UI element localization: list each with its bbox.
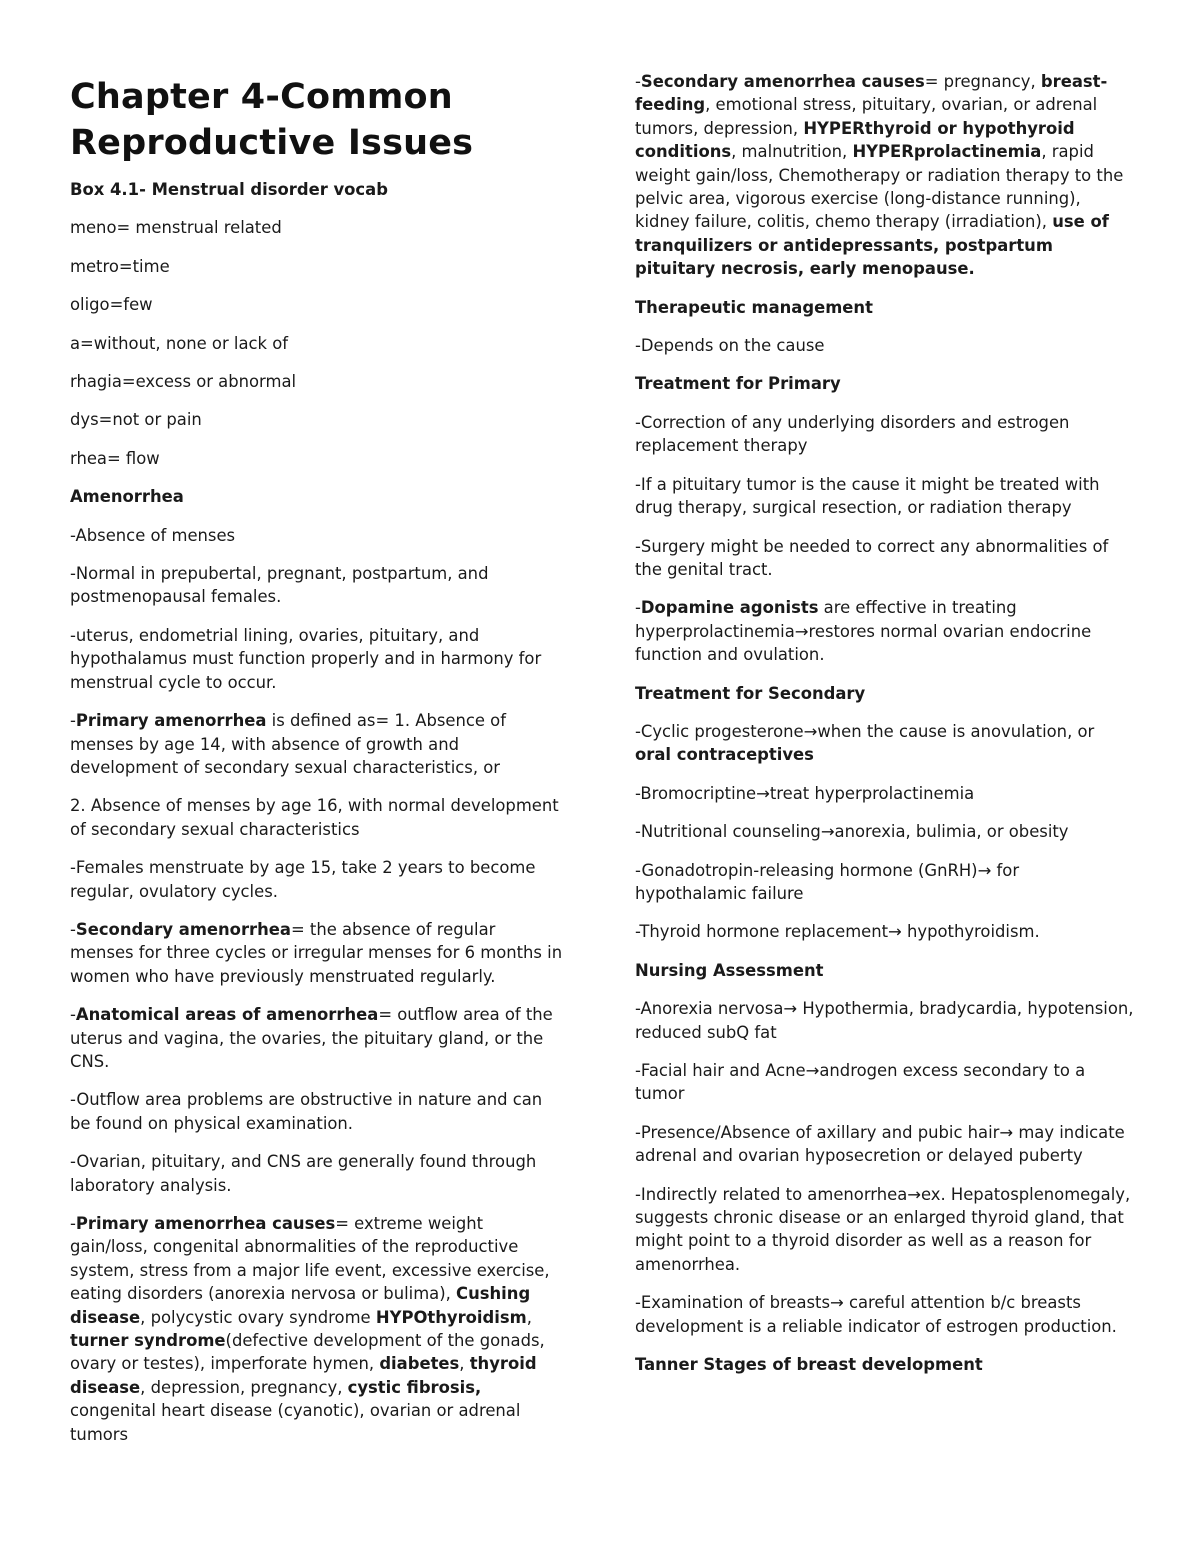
text-run: -Nutritional counseling→anorexia, bulimia, or obesity bbox=[635, 822, 1069, 842]
paragraph bbox=[70, 856, 564, 903]
paragraph bbox=[635, 1059, 1135, 1106]
paragraph bbox=[70, 447, 564, 470]
text-run: , malnutrition, bbox=[731, 142, 853, 162]
paragraph bbox=[635, 859, 1135, 906]
text-run: , bbox=[526, 1307, 532, 1327]
bold-text: HYPOthyroidism bbox=[375, 1307, 527, 1327]
paragraph bbox=[70, 562, 564, 609]
paragraph bbox=[635, 920, 1135, 943]
text-run: -Surgery might be needed to correct any abnormalities of the genital tract. bbox=[635, 536, 1109, 579]
text-run: -Cyclic progesterone→when the cause is anovulation, or bbox=[635, 721, 1095, 741]
paragraph bbox=[70, 255, 564, 278]
text-run: -Depends on the cause bbox=[635, 336, 825, 356]
text-run: -If a pituitary tumor is the cause it might be treated with drug therapy, surgical resection, or radiation therapy bbox=[635, 474, 1100, 518]
bold-text: Anatomical areas of amenorrhea bbox=[75, 1005, 379, 1025]
bold-text: use of tranquilizers or antidepressants, postpartum pituitary necrosis, early menopause. bbox=[635, 212, 1109, 279]
text-run: 2. Absence of menses by age 16, with normal development of secondary sexual characteristics bbox=[70, 796, 559, 839]
bold-text: oral contraceptives bbox=[635, 745, 814, 765]
bold-text: breast-feeding bbox=[635, 72, 1108, 115]
text-run: metro=time bbox=[70, 256, 170, 276]
left-column bbox=[70, 70, 564, 1461]
text-run: -Thyroid hormone replacement→ hypothyroidism. bbox=[635, 922, 1040, 942]
text-run: -Examination of breasts→ careful attention b/c breasts development is a reliable indicator of estrogen production. bbox=[635, 1293, 1117, 1336]
section-heading: Treatment for Secondary bbox=[635, 683, 866, 703]
paragraph bbox=[635, 473, 1135, 520]
bold-text: cystic fibrosis, bbox=[347, 1377, 482, 1397]
text-run: -Gonadotropin-releasing hormone (GnRH)→ for hypothalamic failure bbox=[635, 860, 1020, 903]
paragraph bbox=[70, 293, 564, 316]
section-heading: Box 4.1- Menstrual disorder vocab bbox=[70, 180, 388, 199]
paragraph bbox=[635, 782, 1135, 805]
text-run: are effective in treating hyperprolactinemia→restores normal ovarian endocrine function and ovulation. bbox=[635, 598, 1092, 665]
paragraph bbox=[635, 1291, 1135, 1338]
paragraph bbox=[635, 997, 1135, 1044]
text-run: (defective development of the gonads, ovary or testes), imperforate hymen, bbox=[70, 1331, 545, 1374]
bold-text: HYPERthyroid or hypothyroid conditions bbox=[635, 118, 1075, 162]
paragraph bbox=[70, 332, 564, 355]
bold-text: Cushing disease bbox=[70, 1284, 531, 1327]
paragraph bbox=[70, 918, 564, 988]
text-run: , rapid weight gain/loss, Chemotherapy or radiation therapy to the pelvic area, vigorous exercise (long-distance running), kidney failure, colitis, chemo therapy (irradiation), bbox=[635, 142, 1124, 232]
text-run: meno= menstrual related bbox=[70, 218, 282, 238]
right-column-content bbox=[635, 70, 1135, 1376]
text-run: -Bromocriptine→treat hyperprolactinemia bbox=[635, 783, 975, 803]
text-run: - bbox=[70, 919, 76, 939]
text-run: a=without, none or lack of bbox=[70, 333, 289, 353]
bold-text: Secondary amenorrhea causes bbox=[640, 72, 925, 91]
text-run: rhea= flow bbox=[70, 448, 160, 468]
section-heading: Therapeutic management bbox=[635, 297, 873, 317]
text-run: -Outflow area problems are obstructive in nature and can be found on physical examination. bbox=[70, 1090, 543, 1133]
left-column-content bbox=[70, 178, 564, 1446]
paragraph bbox=[635, 411, 1135, 458]
bold-text: HYPERprolactinemia bbox=[852, 142, 1042, 162]
text-run: - bbox=[70, 1214, 76, 1233]
bold-text: Dopamine agonists bbox=[640, 598, 819, 618]
paragraph bbox=[635, 70, 1135, 281]
section-heading: Nursing Assessment bbox=[635, 960, 824, 980]
text-run: is defined as= 1. Absence of menses by age 14, with absence of growth and development of secondary sexual characteristics, or bbox=[70, 711, 506, 777]
paragraph bbox=[70, 1088, 564, 1135]
bold-text: diabetes bbox=[379, 1354, 460, 1374]
paragraph bbox=[70, 1212, 564, 1446]
section-heading: Tanner Stages of breast development bbox=[635, 1355, 983, 1375]
paragraph bbox=[70, 1150, 564, 1197]
text-run: rhagia=excess or abnormal bbox=[70, 372, 297, 392]
text-run: - bbox=[635, 598, 641, 618]
paragraph bbox=[70, 408, 564, 431]
paragraph bbox=[70, 370, 564, 393]
paragraph bbox=[70, 1003, 564, 1073]
page-title: Chapter 4-Common Reproductive Issues bbox=[70, 77, 474, 163]
paragraph bbox=[70, 624, 564, 694]
paragraph bbox=[70, 794, 564, 841]
text-run: -Facial hair and Acne→androgen excess secondary to a tumor bbox=[635, 1061, 1086, 1104]
text-run: , bbox=[459, 1354, 470, 1374]
text-run: = pregnancy, bbox=[924, 72, 1041, 91]
paragraph bbox=[635, 1121, 1135, 1168]
text-run: -Correction of any underlying disorders and estrogen replacement therapy bbox=[635, 412, 1070, 456]
text-run: - bbox=[70, 711, 76, 731]
bold-text: Secondary amenorrhea bbox=[75, 919, 291, 939]
paragraph bbox=[635, 820, 1135, 843]
text-run: -Normal in prepubertal, pregnant, postpartum, and postmenopausal females. bbox=[70, 564, 489, 607]
text-run: oligo=few bbox=[70, 295, 153, 315]
paragraph bbox=[70, 709, 564, 779]
text-run: -Indirectly related to amenorrhea→ex. Hepatosplenomegaly, suggests chronic disease or an enlarged thyroid gland, that might point to a thyroid disorder as well as a reason for amenorrhea. bbox=[635, 1184, 1131, 1274]
section-heading: Amenorrhea bbox=[70, 487, 184, 507]
bold-text: Primary amenorrhea bbox=[75, 711, 267, 731]
paragraph bbox=[70, 524, 564, 547]
text-run: dys=not or pain bbox=[70, 410, 202, 430]
text-run: = extreme weight gain/loss, congenital abnormalities of the reproductive system, stress from a major life event, excessive exercise, eating disorders (anorexia nervosa or bulima), bbox=[70, 1214, 550, 1304]
right-column bbox=[635, 70, 1135, 1391]
text-run: -Females menstruate by age 15, take 2 years to become regular, ovulatory cycles. bbox=[70, 858, 536, 901]
text-run: - bbox=[635, 72, 641, 91]
text-run: -uterus, endometrial lining, ovaries, pituitary, and hypothalamus must function properly and in harmony for menstrual cycle to occur. bbox=[70, 625, 542, 692]
text-run: -Ovarian, pituitary, and CNS are generally found through laboratory analysis. bbox=[70, 1152, 537, 1195]
section-heading: Treatment for Primary bbox=[635, 374, 841, 394]
paragraph bbox=[635, 720, 1135, 767]
text-run: , emotional stress, pituitary, ovarian, or adrenal tumors, depression, bbox=[635, 95, 1098, 138]
text-run: -Presence/Absence of axillary and pubic hair→ may indicate adrenal and ovarian hyposecretion or delayed puberty bbox=[635, 1122, 1125, 1166]
text-run: = outflow area of the uterus and vagina, the ovaries, the pituitary gland, or the CNS. bbox=[70, 1005, 553, 1071]
text-run: = the absence of regular menses for three cycles or irregular menses for 6 months in women who have previously menstruated regularly. bbox=[70, 919, 563, 986]
paragraph bbox=[635, 334, 1135, 357]
bold-text: thyroid disease bbox=[70, 1354, 537, 1397]
paragraph bbox=[635, 596, 1135, 666]
text-run: - bbox=[70, 1005, 76, 1025]
text-run: congenital heart disease (cyanotic), ovarian or adrenal tumors bbox=[70, 1401, 521, 1444]
text-run: -Anorexia nervosa→ Hypothermia, bradycardia, hypotension, reduced subQ fat bbox=[635, 999, 1134, 1042]
paragraph bbox=[635, 535, 1135, 582]
paragraph bbox=[70, 216, 564, 239]
text-run: , polycystic ovary syndrome bbox=[140, 1307, 376, 1327]
bold-text: turner syndrome bbox=[70, 1331, 226, 1351]
paragraph bbox=[635, 1183, 1135, 1277]
bold-text: Primary amenorrhea causes bbox=[75, 1214, 336, 1233]
text-run: -Absence of menses bbox=[70, 525, 236, 545]
text-run: , depression, pregnancy, bbox=[140, 1377, 348, 1397]
